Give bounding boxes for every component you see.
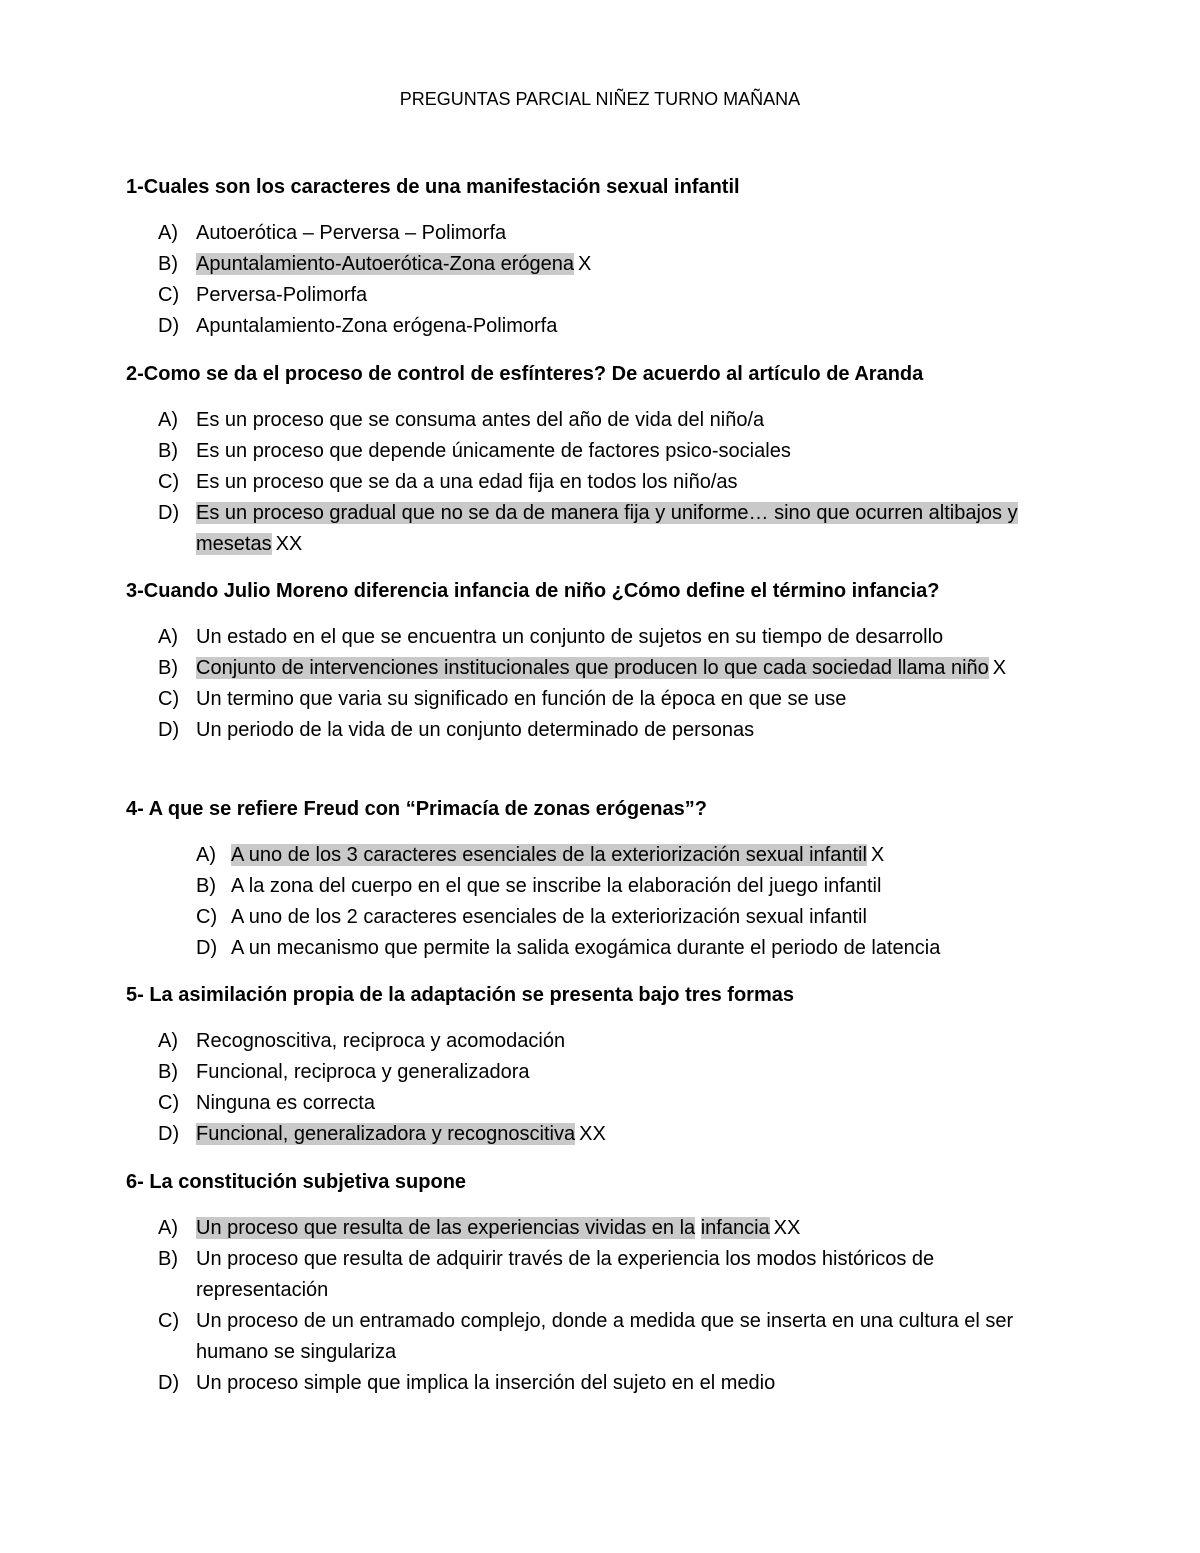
option-text: Un termino que varia su significado en función de la época en que se use: [196, 688, 847, 710]
option-letter: C): [158, 471, 180, 493]
answer-mark: XX: [275, 533, 303, 555]
option-letter: A): [158, 1217, 178, 1239]
option-letter: C): [158, 1310, 180, 1332]
question-2-prompt: 2-Como se da el proceso de control de esfínteres? De acuerdo al artículo de Aranda: [126, 363, 924, 385]
highlighted-answer-text: Apuntalamiento-Autoerótica-Zona erógena: [196, 253, 575, 275]
option-2-c: [158, 467, 1078, 498]
option-6-d: [158, 1368, 1078, 1399]
option-text: Perversa-Polimorfa: [196, 284, 368, 306]
question-1-options: [158, 218, 1078, 342]
option-2-a: [158, 405, 1078, 436]
option-letter: D): [196, 937, 218, 959]
option-letter: A): [196, 844, 216, 866]
option-1-a: [158, 218, 1078, 249]
option-1-b: [158, 249, 1078, 280]
option-text: Ninguna es correcta: [196, 1092, 375, 1114]
option-text: Funcional, reciproca y generalizadora: [196, 1061, 530, 1083]
option-letter: D): [158, 315, 180, 337]
option-text: Es un proceso que se da a una edad fija en todos los niño/as: [196, 471, 738, 493]
question-6-options: [158, 1213, 1078, 1399]
option-letter: A): [158, 222, 178, 244]
option-3-a: [158, 622, 1078, 653]
option-letter: C): [196, 906, 218, 928]
option-letter: D): [158, 502, 180, 524]
option-letter: C): [158, 688, 180, 710]
option-3-c: [158, 684, 1078, 715]
option-letter: C): [158, 1092, 180, 1114]
option-letter: B): [158, 253, 178, 275]
option-text: Apuntalamiento-Zona erógena-Polimorfa: [196, 315, 558, 337]
option-letter: B): [158, 440, 178, 462]
option-2-d: [158, 498, 1078, 560]
option-4-b: [196, 871, 1096, 902]
answer-mark: X: [578, 253, 592, 275]
option-letter: A): [158, 1030, 178, 1052]
question-1-prompt: 1-Cuales son los caracteres de una manifestación sexual infantil: [126, 176, 740, 198]
option-text: Es un proceso que depende únicamente de factores psico-sociales: [196, 440, 791, 462]
highlighted-answer-text: Es un proceso gradual que no se da de manera fija y uniforme… sino que ocurren altibajos y mesetas: [196, 502, 1018, 555]
option-text: Un proceso de un entramado complejo, donde a medida que se inserta en una cultura el ser humano se singulariza: [196, 1310, 1014, 1363]
option-3-d: [158, 715, 1078, 746]
option-text: A la zona del cuerpo en el que se inscribe la elaboración del juego infantil: [231, 875, 882, 897]
option-6-a: [158, 1213, 1078, 1244]
highlighted-answer-text: Un proceso que resulta de las experiencias vividas en la: [196, 1217, 696, 1239]
option-text: Un proceso simple que implica la inserción del sujeto en el medio: [196, 1372, 776, 1394]
option-5-c: [158, 1088, 1078, 1119]
option-letter: D): [158, 1123, 180, 1145]
question-4-prompt: 4- A que se refiere Freud con “Primacía de zonas erógenas”?: [126, 798, 707, 820]
option-text: Un periodo de la vida de un conjunto determinado de personas: [196, 719, 755, 741]
option-1-d: [158, 311, 1078, 342]
option-3-b: [158, 653, 1078, 684]
option-text: Un proceso que resulta de adquirir través de la experiencia los modos históricos de representación: [196, 1248, 935, 1301]
option-letter: B): [158, 1248, 178, 1270]
answer-mark: XX: [579, 1123, 606, 1145]
option-text: Un estado en el que se encuentra un conjunto de sujetos en su tiempo de desarrollo: [196, 626, 944, 648]
option-6-b: [158, 1244, 1078, 1306]
option-4-a: [196, 840, 1096, 871]
option-text: A un mecanismo que permite la salida exogámica durante el periodo de latencia: [231, 937, 941, 959]
option-5-d: [158, 1119, 1078, 1150]
highlighted-answer-text: A uno de los 3 caracteres esenciales de la exteriorización sexual infantil: [231, 844, 867, 866]
option-text: Recognoscitiva, reciproca y acomodación: [196, 1030, 566, 1052]
question-2-options: [158, 405, 1078, 560]
highlighted-answer-text: Funcional, generalizadora y recognoscitiva: [196, 1123, 576, 1145]
option-4-c: [196, 902, 1096, 933]
highlighted-answer-tail: infancia: [700, 1217, 770, 1239]
option-letter: B): [196, 875, 216, 897]
option-letter: B): [158, 1061, 178, 1083]
answer-mark: X: [870, 844, 885, 866]
option-text: Es un proceso que se consuma antes del año de vida del niño/a: [196, 409, 765, 431]
answer-mark: XX: [773, 1217, 801, 1239]
option-5-a: [158, 1026, 1078, 1057]
question-5-options: [158, 1026, 1078, 1150]
option-letter: B): [158, 657, 178, 679]
answer-mark: X: [992, 657, 1007, 679]
question-3-prompt: 3-Cuando Julio Moreno diferencia infancia de niño ¿Cómo define el término infancia?: [126, 580, 940, 602]
question-3-options: [158, 622, 1078, 746]
question-5-prompt: 5- La asimilación propia de la adaptación se presenta bajo tres formas: [126, 984, 794, 1006]
option-1-c: [158, 280, 1078, 311]
option-2-b: [158, 436, 1078, 467]
option-letter: A): [158, 409, 178, 431]
option-letter: D): [158, 719, 180, 741]
option-text: Autoerótica – Perversa – Polimorfa: [196, 222, 507, 244]
question-4-options: [196, 840, 1096, 964]
option-letter: C): [158, 284, 180, 306]
question-6-prompt: 6- La constitución subjetiva supone: [126, 1171, 467, 1193]
option-4-d: [196, 933, 1096, 964]
option-letter: D): [158, 1372, 180, 1394]
highlighted-answer-text: Conjunto de intervenciones institucionales que producen lo que cada sociedad llama niño: [196, 657, 989, 679]
document-title: PREGUNTAS PARCIAL NIÑEZ TURNO MAÑANA: [399, 89, 801, 109]
option-letter: A): [158, 626, 178, 648]
option-5-b: [158, 1057, 1078, 1088]
option-6-c: [158, 1306, 1078, 1368]
option-text: A uno de los 2 caracteres esenciales de la exteriorización sexual infantil: [231, 906, 867, 928]
